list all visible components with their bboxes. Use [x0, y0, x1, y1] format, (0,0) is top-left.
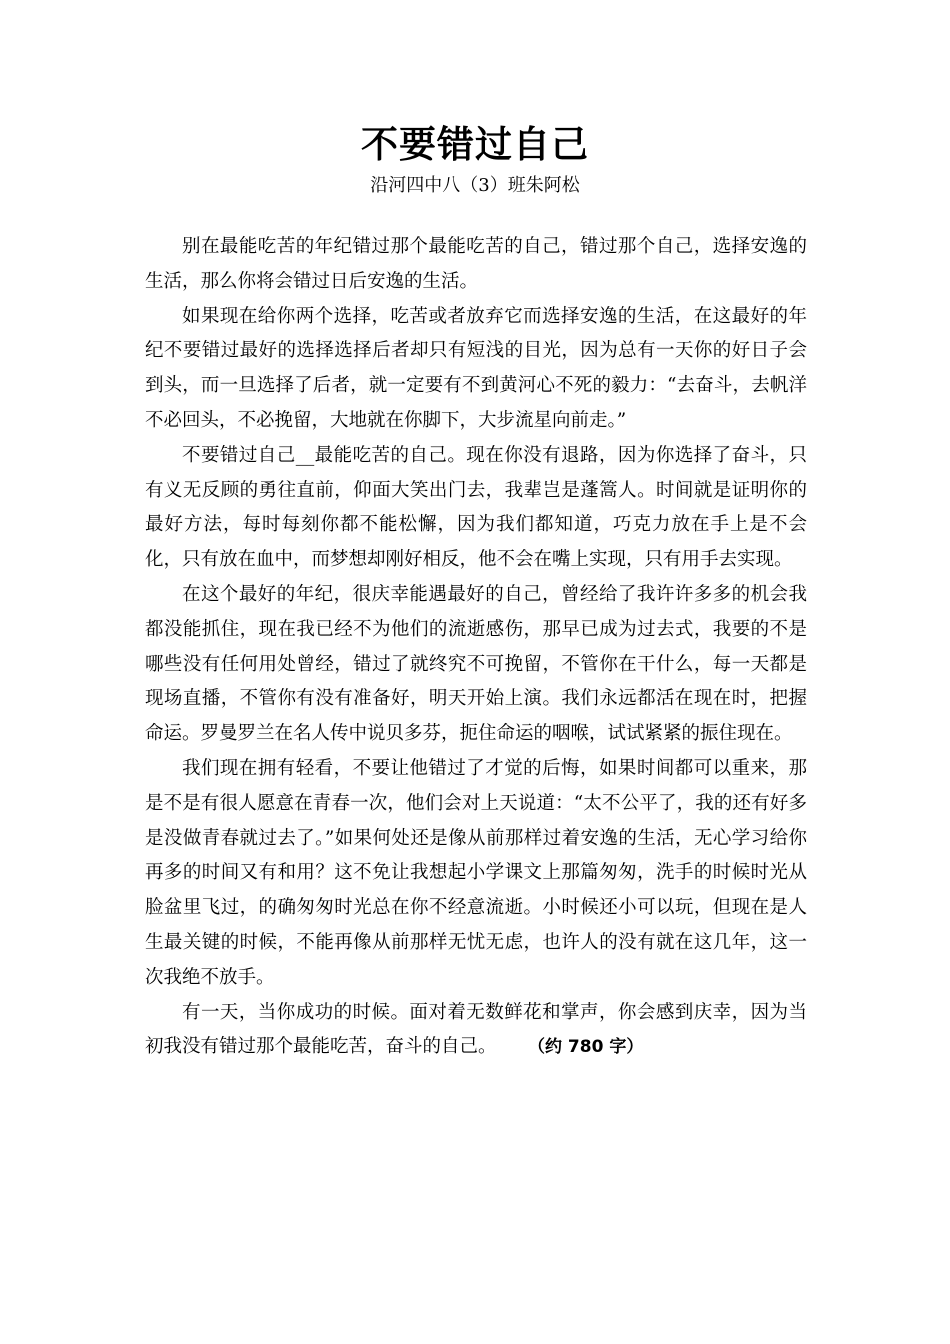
paragraph-2: 如果现在给你两个选择，吃苦或者放弃它而选择安逸的生活，在这最好的年纪不要错过最好的选择选择后者却只有短浅的目光，因为总有一天你的好日子会到头，而一旦选择了后者，就一定要有不到黄河心不死的毅力：“去奋斗，去帆洋不必回头，不必挽留，大地就在你脚下，大步流星向前走。” — [145, 305, 807, 431]
paragraph-4: 在这个最好的年纪，很庆幸能遇最好的自己，曾经给了我许许多多的机会我都没能抓住，现在我已经不为他们的流逝感伤，那早已成为过去式，我要的不是哪些没有任何用处曾经，错过了就终究不可挽留，不管你在干什么，每一天都是现场直播，不管你有没有准备好，明天开始上演。我们永远都活在现在时，把握命运。罗曼罗兰在名人传中说贝多芬，扼住命运的咽喉，试试紧紧的振住现在。 — [145, 583, 807, 745]
author-byline: 沿河四中八（3）班朱阿松 — [370, 175, 580, 196]
paragraph-6 — [145, 996, 807, 1066]
essay-body — [145, 230, 807, 1065]
paragraph-1: 别在最能吃苦的年纪错过那个最能吃苦的自己，错过那个自己，选择安逸的生活，那么你将会错过日后安逸的生活。 — [145, 236, 807, 292]
word-count-note: （约 780 字） — [536, 1037, 644, 1058]
page-title: 不要错过自己 — [361, 123, 589, 166]
paragraph-5: 我们现在拥有轻看，不要让他错过了才觉的后悔，如果时间都可以重来，那是不是有很人愿意在青春一次，他们会对上天说道：“太不公平了，我的还有好多是没做青春就过去了。”如果何处还是像从前那样过着安逸的生活，无心学习给你再多的时间又有和用？这不免让我想起小学课文上那篇匆匆，洗手的时候时光从脸盆里飞过，的确匆匆时光总在你不经意流逝。小时候还小可以玩，但现在是人生最关键的时候，不能再像从前那样无忧无虑，也许人的没有就在这几年，这一次我绝不放手。 — [145, 757, 807, 988]
paragraph-6-text: 有一天，当你成功的时候。面对着无数鲜花和掌声，你会感到庆幸，因为当初我没有错过那个最能吃苦，奋斗的自己。 — [145, 1001, 807, 1058]
paragraph-3: 不要错过自己__最能吃苦的自己。现在你没有退路，因为你选择了奋斗，只有义无反顾的勇往直前，仰面大笑出门去，我辈岂是蓬篙人。时间就是证明你的最好方法，每时每刻你都不能松懈，因为我们都知道，巧克力放在手上是不会化，只有放在血中，而梦想却刚好相反，他不会在嘴上实现，只有用手去实现。 — [145, 444, 807, 571]
